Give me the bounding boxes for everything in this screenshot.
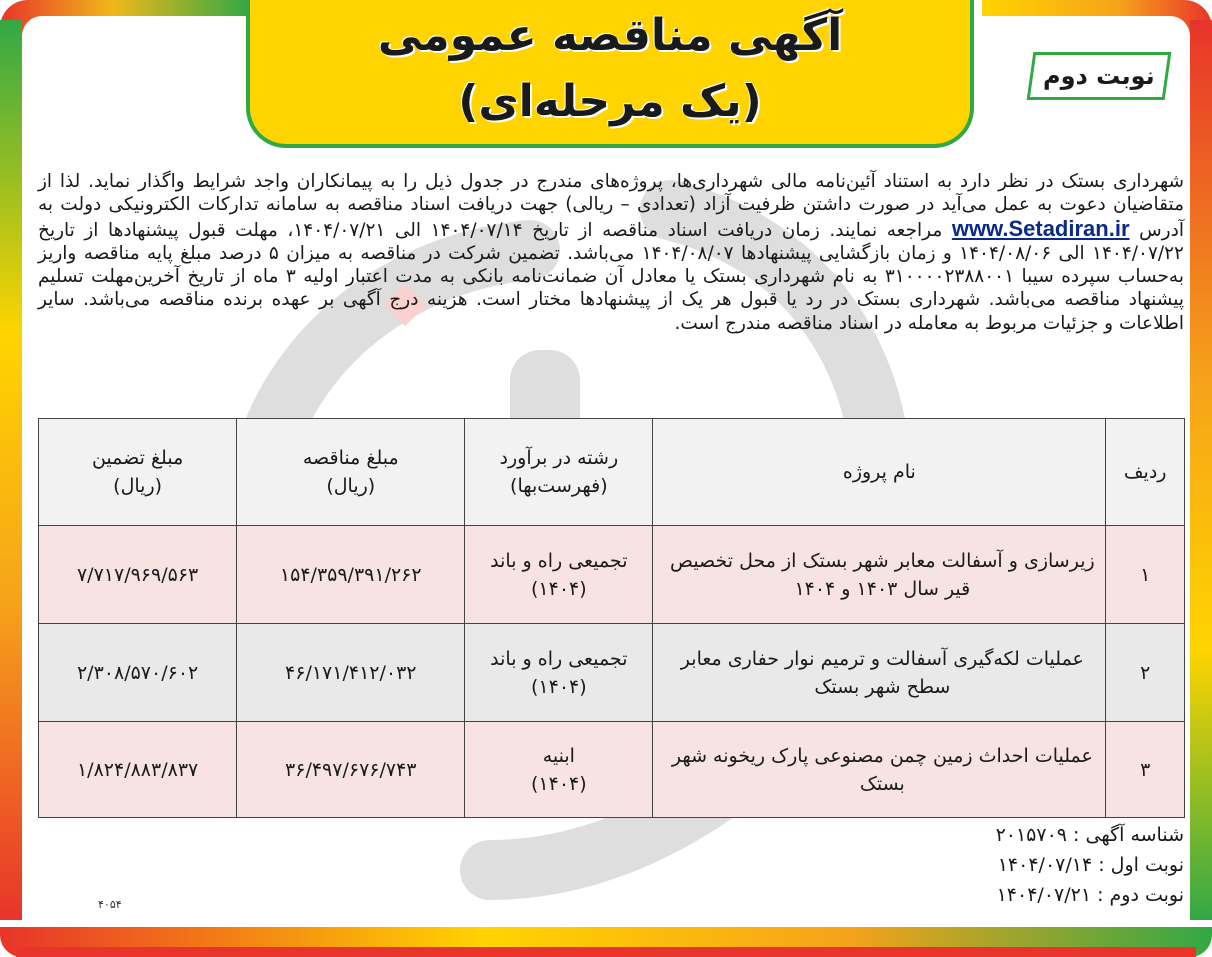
ad-footer bbox=[970, 820, 1184, 910]
row-field bbox=[465, 722, 653, 818]
row-field-line-1: ابنیه bbox=[542, 744, 575, 767]
body-text-part-2: مراجعه نمایند. زمان دریافت اسناد مناقصه از تاریخ ۱۴۰۴/۰۷/۱۴ الی ۱۴۰۴/۰۷/۲۱، مهلت قبول پیشنهادها از تاریخ ۱۴۰۴/۰۷/۲۲ الی ۱۴۰۴/۰۸/۰۶ و زمان بازگشایی پیشنهادها ۱۴۰۴/۰۸/۰۷ می‌باشد. تضمین شرکت در مناقصه به میزان ۵ درصد مبلغ پایه مناقصه واریز به‌حساب سپرده سیبا ۳۱۰۰۰۰۲۳۸۸۰۰۱ به نام شهرداری بستک یا معادل آن ضمانت‌نامه بانکی به مدت اعتبار اولیه ۳ ماه از تاریخ آخرین‌مهلت تسلیم پیشنهاد مناقصه می‌باشد. شهرداری بستک در رد یا قبول هر یک از پیشنهادها مختار است. هزینه درج آگهی بر عهده برنده مناقصه می‌باشد. سایر اطلاعات و جزئیات مربوط به معامله در اسناد مناقصه مندرج است. bbox=[38, 219, 1184, 334]
header-amount-line-2: (ریال) bbox=[326, 475, 376, 497]
row-field-line-1: تجمیعی راه و باند bbox=[490, 549, 628, 572]
row-amount: ۴۶/۱۷۱/۴۱۲/۰۳۲ bbox=[237, 624, 465, 722]
row-field-line-2: (۱۴۰۴) bbox=[531, 577, 587, 600]
print-code: ۴۰۵۴ bbox=[98, 898, 122, 911]
title-line-2: (یک مرحله‌ای) bbox=[458, 76, 762, 127]
header-amount bbox=[237, 419, 465, 526]
frame-side-left bbox=[0, 20, 22, 920]
ad-id: شناسه آگهی : ۲۰۱۵۷۰۹ bbox=[995, 824, 1184, 846]
projects-table bbox=[38, 418, 1185, 818]
row-idx: ۲ bbox=[1106, 624, 1185, 722]
row-idx: ۳ bbox=[1106, 722, 1185, 818]
header-field-line-2: (فهرست‌بها) bbox=[510, 475, 608, 497]
table-row bbox=[39, 526, 1185, 624]
row-field-line-2: (۱۴۰۴) bbox=[531, 675, 587, 698]
ad-body-paragraph bbox=[38, 170, 1184, 335]
row-project-name: عملیات لکه‌گیری آسفالت و ترمیم نوار حفاری معابر سطح شهر بستک bbox=[653, 624, 1106, 722]
row-field bbox=[465, 526, 653, 624]
title-line-1: آگهی مناقصه عمومی bbox=[377, 10, 843, 61]
header-idx: ردیف bbox=[1106, 419, 1185, 526]
first-round-date: نوبت اول : ۱۴۰۴/۰۷/۱۴ bbox=[997, 854, 1184, 876]
frame-bottom-stripe bbox=[16, 947, 1196, 957]
row-field-line-1: تجمیعی راه و باند bbox=[490, 647, 628, 670]
row-amount: ۱۵۴/۳۵۹/۳۹۱/۲۶۲ bbox=[237, 526, 465, 624]
table-header-row bbox=[39, 419, 1185, 526]
row-guarantee: ۲/۳۰۸/۵۷۰/۶۰۲ bbox=[39, 624, 237, 722]
row-field bbox=[465, 624, 653, 722]
header-field-line-1: رشته در برآورد bbox=[499, 447, 619, 469]
row-amount: ۳۶/۴۹۷/۶۷۶/۷۴۳ bbox=[237, 722, 465, 818]
row-guarantee: ۱/۸۲۴/۸۸۳/۸۳۷ bbox=[39, 722, 237, 818]
round-badge-label: نوبت دوم bbox=[1043, 62, 1155, 90]
row-field-line-2: (۱۴۰۴) bbox=[531, 772, 587, 795]
header-amount-line-1: مبلغ مناقصه bbox=[302, 447, 399, 469]
second-round-date: نوبت دوم : ۱۴۰۴/۰۷/۲۱ bbox=[996, 884, 1184, 906]
row-project-name: عملیات احداث زمین چمن مصنوعی پارک ریخونه شهر بستک bbox=[653, 722, 1106, 818]
frame-side-right bbox=[1190, 20, 1212, 920]
round-badge bbox=[1027, 52, 1172, 100]
header-project-name: نام پروژه bbox=[653, 419, 1106, 526]
title-banner bbox=[246, 0, 974, 148]
table-row bbox=[39, 722, 1185, 818]
row-project-name: زیرسازی و آسفالت معابر شهر بستک از محل تخصیص قیر سال ۱۴۰۳ و ۱۴۰۴ bbox=[653, 526, 1106, 624]
header-guarantee bbox=[39, 419, 237, 526]
header-guarantee-line-1: مبلغ تضمین bbox=[91, 447, 184, 469]
table-row bbox=[39, 624, 1185, 722]
row-idx: ۱ bbox=[1106, 526, 1185, 624]
row-guarantee: ۷/۷۱۷/۹۶۹/۵۶۳ bbox=[39, 526, 237, 624]
header-field bbox=[465, 419, 653, 526]
header-guarantee-line-2: (ریال) bbox=[113, 475, 163, 497]
setadiran-link[interactable]: www.Setadiran.ir bbox=[951, 215, 1130, 241]
body-text-part-1: شهرداری بستک در نظر دارد به استناد آئین‌نامه مالی شهرداری‌ها، پروژه‌های مندرج در جدول ذیل را به پیمانکاران واجد شرایط واگذار نماید. لذا از متقاضیان دعوت به عمل می‌آید در صورت داشتن ظرفیت آزاد (تعدادی – ریالی) جهت دریافت اسناد مناقصه به سامانه تدارکات الکترونیکی دولت به آدرس bbox=[38, 171, 1184, 241]
